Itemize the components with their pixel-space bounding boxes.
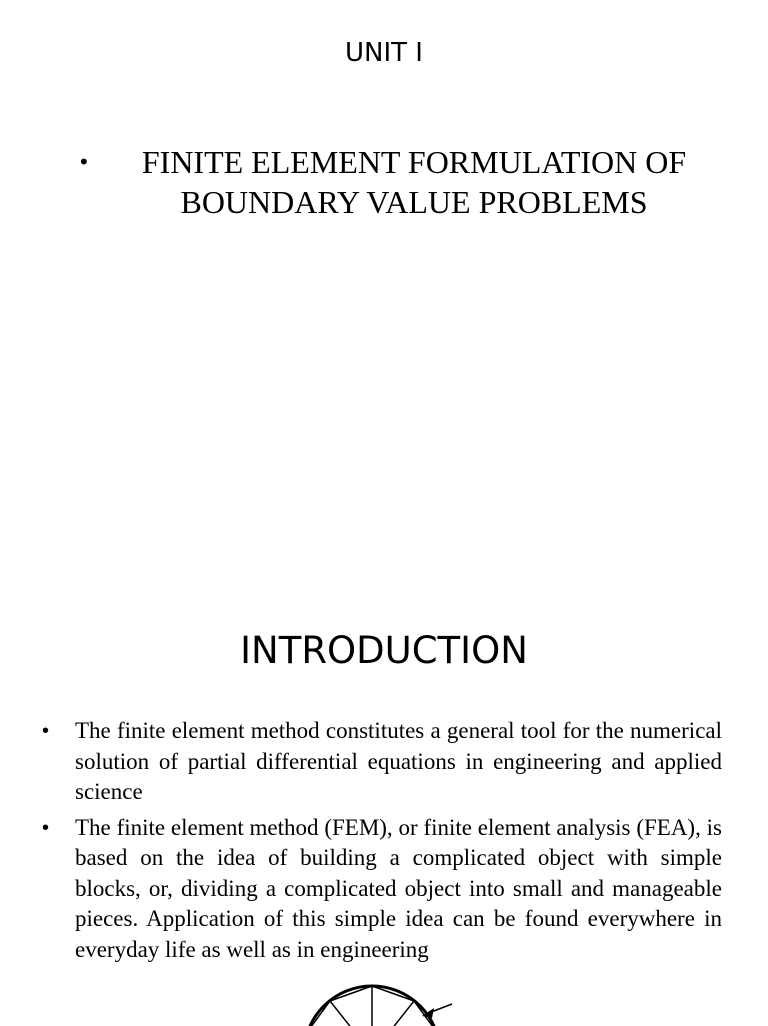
- list-item: [40, 716, 722, 808]
- bullet-list: [40, 716, 722, 970]
- bullet-icon: •: [80, 149, 88, 174]
- topic-bullet: [80, 142, 720, 222]
- bullet-text: The finite element method (FEM), or finite element analysis (FEA), is based on the idea of building a complicated object with simple blocks, or, dividing a complicated object into small and manageable pieces. Application of this simple idea can be found everywhere in everyday life as well as in engineering: [75, 814, 722, 962]
- list-item: [40, 813, 722, 966]
- bullet-icon: •: [42, 720, 50, 742]
- topic-text: FINITE ELEMENT FORMULATION OF BOUNDARY VALUE PROBLEMS: [141, 144, 687, 220]
- bullet-text: The finite element method constitutes a general tool for the numerical solution of partial differential equations in engineering and applied science: [75, 718, 722, 804]
- circle-segments-figure: [290, 956, 490, 1026]
- bullet-icon: •: [42, 816, 50, 839]
- unit-title: UNIT I: [345, 38, 423, 68]
- slide-introduction: [0, 600, 768, 1024]
- introduction-title: INTRODUCTION: [240, 629, 528, 672]
